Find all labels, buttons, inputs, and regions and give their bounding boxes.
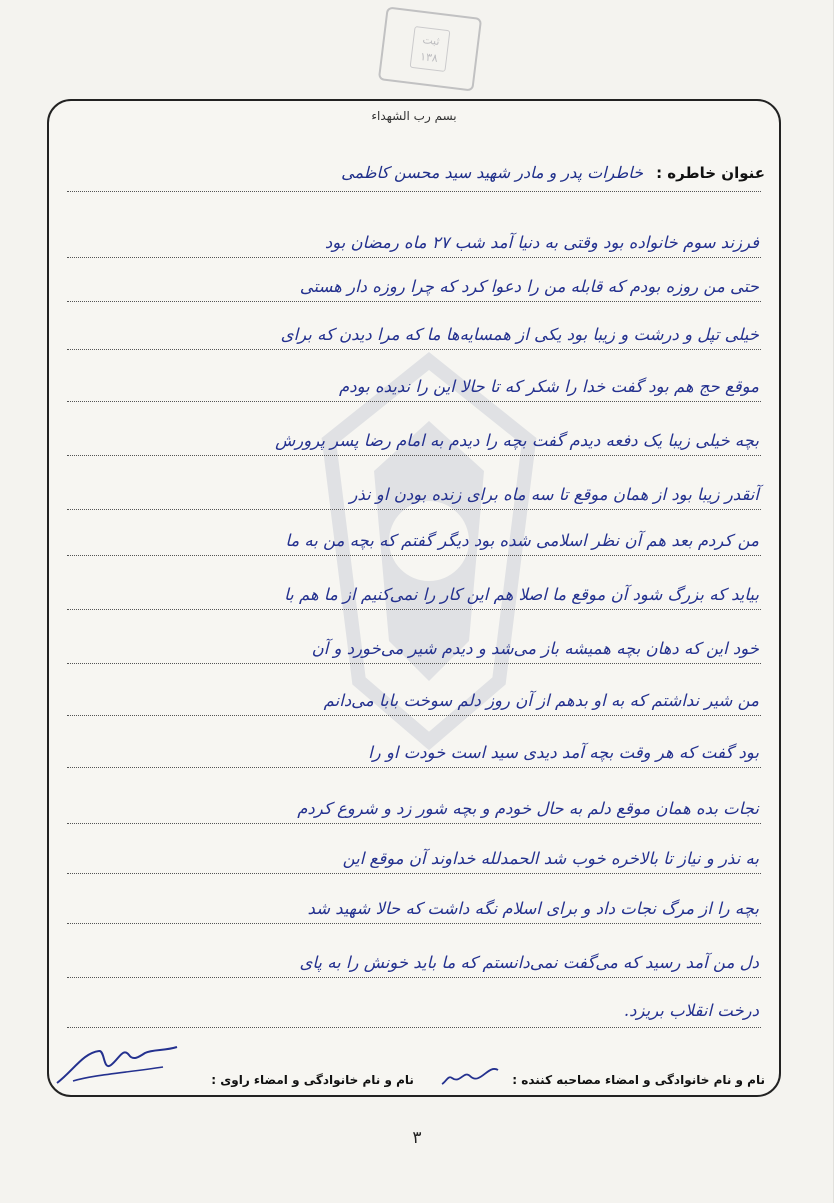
writing-rule xyxy=(67,923,761,924)
title-rule xyxy=(67,191,761,192)
form-header: بسم رب الشهداء xyxy=(371,109,457,123)
writing-rule xyxy=(67,401,761,402)
archive-stamp xyxy=(378,6,482,91)
writing-rule xyxy=(67,555,761,556)
interviewer-signature-label: نام و نام خانوادگی و امضاء مصاحبه کننده : xyxy=(512,1073,765,1087)
memoir-line: فرزند سوم خانواده بود وقتی به دنیا آمد شب ۲۷ ماه رمضان بود xyxy=(324,233,759,252)
writing-rule xyxy=(67,301,761,302)
writing-rule xyxy=(67,663,761,664)
page-number: ۳ xyxy=(412,1128,422,1148)
writing-rule xyxy=(67,349,761,350)
memoir-line: بچه خیلی زیبا یک دفعه دیدم گفت بچه را دیدم به امام رضا پسر پرورش xyxy=(275,431,759,450)
writing-rule xyxy=(67,257,761,258)
writing-rule xyxy=(67,873,761,874)
memoir-line: بچه را از مرگ نجات داد و برای اسلام نگه داشت که حالا شهید شد xyxy=(307,899,759,918)
interviewer-signature-icon xyxy=(440,1062,502,1090)
memoir-title-value: خاطرات پدر و مادر شهید سید محسن کاظمی xyxy=(341,163,643,182)
stamp-line-1: ثبت xyxy=(421,33,441,49)
narrator-signature-icon xyxy=(53,1041,181,1089)
writing-rule xyxy=(67,1027,761,1028)
memoir-title-label: عنوان خاطره : xyxy=(656,164,765,182)
writing-rule xyxy=(67,977,761,978)
memoir-form xyxy=(47,99,781,1097)
memoir-line: من شیر نداشتم که به او بدهم از آن روز دلم سوخت بابا می‌دانم xyxy=(323,691,759,710)
memoir-line: من کردم بعد هم آن نظر اسلامی شده بود دیگر گفتم که بچه من به ما xyxy=(285,531,759,550)
writing-rule xyxy=(67,715,761,716)
writing-rule xyxy=(67,609,761,610)
memoir-line: دل من آمد رسید که می‌گفت نمی‌دانستم که ما باید خونش را به پای xyxy=(299,953,759,972)
stamp-line-2: ۱۳۸ xyxy=(419,49,439,65)
memoir-line: به نذر و نیاز تا بالاخره خوب شد الحمدلله خداوند آن موقع این xyxy=(342,849,759,868)
memoir-title-row xyxy=(341,163,765,182)
memoir-line: درخت انقلاب بریزد. xyxy=(623,1001,759,1020)
memoir-line: حتی من روزه بودم که قابله من را دعوا کرد که چرا روزه دار هستی xyxy=(299,277,759,296)
writing-rule xyxy=(67,767,761,768)
signature-labels-row xyxy=(205,1056,765,1087)
writing-rule xyxy=(67,455,761,456)
memoir-line: بیاید که بزرگ شود آن موقع ما اصلا هم این کار را نمی‌کنیم از ما هم با xyxy=(284,585,759,604)
memoir-line: بود گفت که هر وقت بچه آمد دیدی سید است خودت او را xyxy=(368,743,759,762)
memoir-line: موقع حج هم بود گفت خدا را شکر که تا حالا این را ندیده بودم xyxy=(339,377,759,396)
writing-rule xyxy=(67,509,761,510)
memoir-line: خود این که دهان بچه همیشه باز می‌شد و دیدم شیر می‌خورد و آن xyxy=(311,639,759,658)
memoir-line: نجات بده همان موقع دلم به حال خودم و بچه شور زد و شروع کردم xyxy=(297,799,759,818)
writing-rule xyxy=(67,823,761,824)
memoir-line: خیلی تپل و درشت و زیبا بود یکی از همسایه‌ها ما که مرا دیدن که برای xyxy=(280,325,759,344)
narrator-signature-label: نام و نام خانوادگی و امضاء راوی : xyxy=(211,1073,414,1087)
memoir-line: آنقدر زیبا بود از همان موقع تا سه ماه برای زنده بودن او نذر xyxy=(349,485,759,504)
